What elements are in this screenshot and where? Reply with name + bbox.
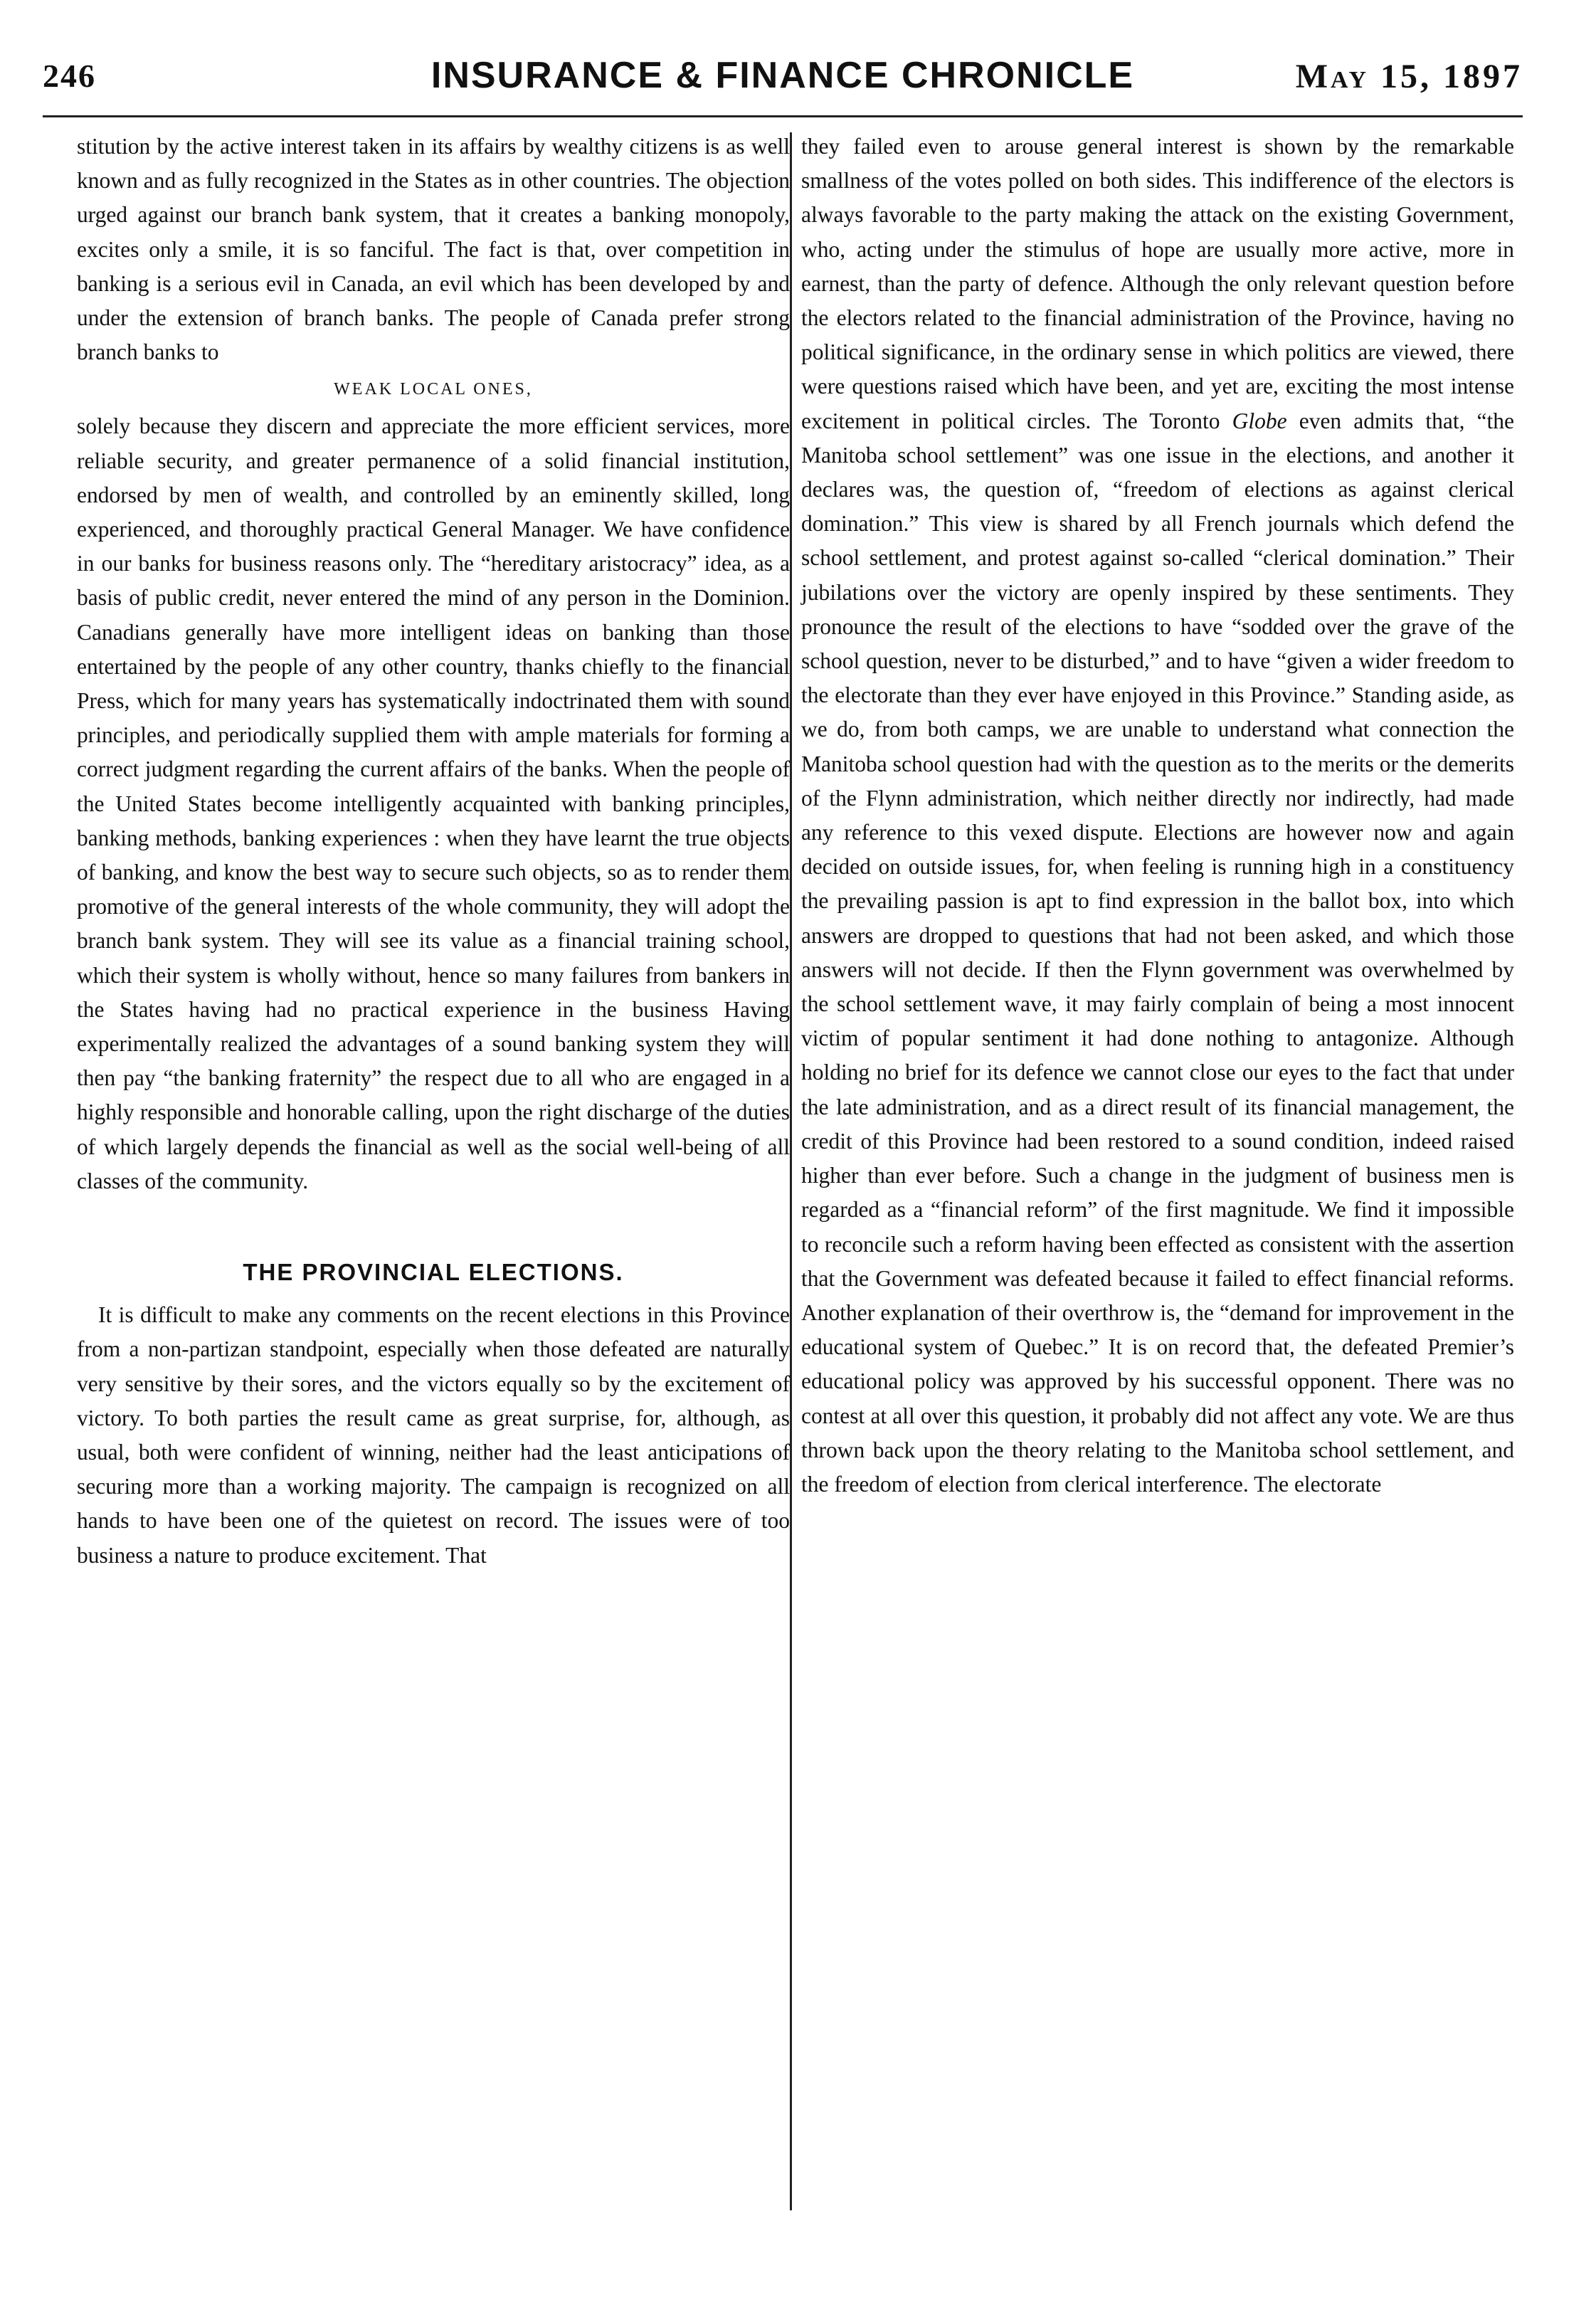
header-rule [43, 115, 1523, 117]
issue-date: May 15, 1897 [1295, 58, 1523, 95]
right-paragraph-1 [801, 130, 1514, 1502]
left-paragraph-2: solely because they discern and appreciate the more efficient services, more reliable security, and greater permanence of a solid financial institution, endorsed by men of wealth, and controlled by an eminently skilled, long experienced, and thoroughly practical General Manager. We have confidence in our banks for business reasons only. The “hereditary aristocracy” idea, as a basis of public credit, never entered the mind of any person in the Dominion. Canadians generally have more intelligent ideas on banking than those entertained by the people of any other country, thanks chiefly to the financial Press, which for many years has systematically indoctrinated them with sound principles, and periodically supplied them with ample materials for forming a correct judgment regarding the current affairs of the banks. When the people of the United States become intelligently acquainted with banking principles, banking methods, banking experiences : when they have learnt the true objects of banking, and know the best way to secure such objects, so as to render them promotive of the general interests of the whole community, they will adopt the branch bank system. They will see its value as a financial training school, which their system is wholly without, hence so many failures from bankers in the States having had no practical experience in the business Having experimentally realized the advantages of a sound banking system they will then pay “the banking fraternity” the respect due to all who are engaged in a highly responsible and honorable calling, upon the right discharge of the duties of which largely depends the financial as well as the social well-being of all classes of the community. [77, 413, 790, 1193]
left-paragraph-1: stitution by the active interest taken in its affairs by wealthy citizens is as well known and as fully recognized in the States as in other countries. The objection urged against our branch bank system, that it creates a banking monopoly, excites only a smile, it is so fanciful. The fact is that, over competition in banking is a serious evil in Canada, an evil which has been developed by and under the extension of branch banks. The people of Canada prefer strong branch banks to [77, 134, 790, 365]
publication-title: INSURANCE & FINANCE CHRONICLE [430, 55, 1135, 96]
right-paragraph-1-part-b: even admits that, “the Manitoba school settlement” was one issue in the elections, and another it declares was, the question of, “freedom of elections as against clerical domination.” This view is shared by all French journals which defend the school settlement, and protest against so-called “clerical domination.” Their jubilations over the victory are openly inspired by these sentiments. They pronounce the result of the elections to have “sodded over the grave of the school question, never to be disturbed,” and to have “given a wider freedom to the electorate than they ever have enjoyed in this Province.” Standing aside, as we do, from both camps, we are unable to understand what connection the Manitoba school question had with the question as to the merits or the demerits of the Flynn administration, which neither directly nor indirectly, had made any reference to this vexed dispute. Elections are however now and again decided on outside issues, for, when feeling is running high in a constituency the prevailing passion is apt to find expression in the ballot box, into which answers are dropped to questions that had not been asked, and which those answers will not decide. If then the Flynn government was overwhelmed by the school settlement wave, it may fairly complain of being a most innocent victim of popular sentiment it had done nothing to antagonize. Although holding no brief for its defence we cannot close our eyes to the fact that under the late administration, and as a direct result of its financial management, the credit of this Province had been restored to a sound condition, indeed raised higher than ever before. Such a change in the judgment of business men is regarded as a “financial reform” of the first magnitude. We find it impossible to reconcile such a reform having been effected as consistent with the assertion that the Government was defeated because it failed to effect financial reforms. Another explanation of their overthrow is, the “demand for improvement in the educational system of Quebec.” It is on record that, the defeated Premier’s educational policy was approved by his successful opponent. There was no contest at all over this question, it probably did not affect any vote. We are thus thrown back upon the theory relating to the Manitoba school settlement, and the freedom of election from clerical interference. The electorate [801, 408, 1515, 1497]
column-divider [790, 132, 792, 2210]
section-heading-provincial-elections: THE PROVINCIAL ELECTIONS. [243, 1259, 624, 1286]
right-paragraph-1-part-a: they failed even to arouse general interest is shown by the remarkable smallness of the votes polled on both sides. This indifference of the electors is always favorable to the party making the attack on the existing Government, who, acting under the stimulus of hope are usually more active, more in earnest, than the party of defence. Although the only relevant question before the electors related to the financial administration of the Province, having no political significance, in the ordinary sense in which politics are viewed, there were questions raised which have been, and yet are, exciting the most intense excitement in political circles. The Toronto [801, 134, 1514, 433]
newspaper-name-globe: Globe [1232, 408, 1287, 433]
right-column [801, 130, 1514, 1502]
page-header [43, 51, 1523, 108]
page-number: 246 [43, 58, 96, 94]
left-paragraph-3: It is difficult to make any comments on the recent elections in this Province from a non-partizan standpoint, especially when those defeated are naturally very sensitive by their sores, and the victors equally so by the excitement of victory. To both parties the result came as great surprise, for, although, as usual, both were confident of winning, neither had the least anticipations of securing more than a working majority. The campaign is recognized on all hands to have been one of the quietest on record. The issues were of too business a nature to produce excitement. That [77, 1302, 790, 1568]
left-column [77, 130, 790, 1573]
subhead-weak-local-ones: WEAK LOCAL ONES, [334, 380, 533, 399]
